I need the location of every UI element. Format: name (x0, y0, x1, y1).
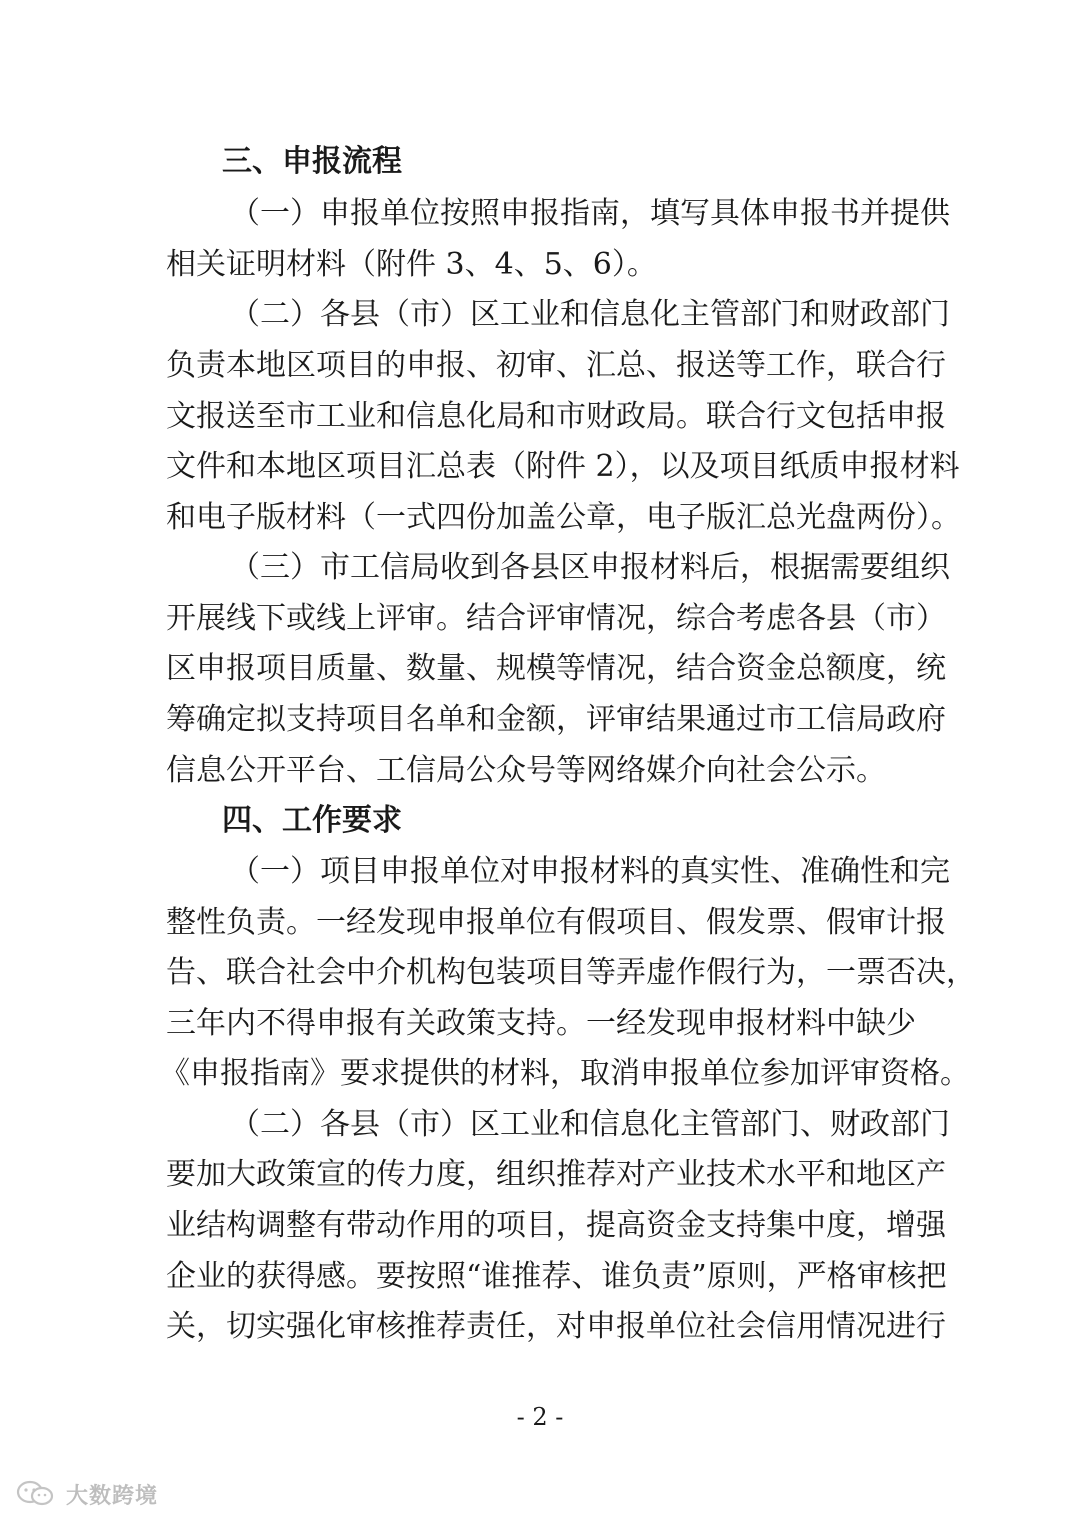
paragraph-line: 关，切实强化审核推荐责任，对申报单位社会信用情况进行 (166, 1309, 946, 1344)
paragraph-line: 整性负责。一经发现申报单位有假项目、假发票、假审计报 (166, 905, 946, 940)
paragraph-line: 开展线下或线上评审。结合评审情况，综合考虑各县（市） (166, 601, 946, 636)
paragraph-line: 告、联合社会中介机构包装项目等弄虚作假行为，一票否决， (166, 955, 976, 990)
paragraph-line: 《申报指南》要求提供的材料，取消申报单位参加评审资格。 (160, 1056, 970, 1091)
paragraph-line: 筹确定拟支持项目名单和金额，评审结果通过市工信局政府 (166, 702, 946, 737)
section-heading: 三、申报流程 (222, 144, 402, 179)
paragraph-line: 负责本地区项目的申报、初审、汇总、报送等工作，联合行 (166, 348, 946, 383)
watermark-text: 大数跨境 (66, 1483, 159, 1509)
watermark (16, 1477, 158, 1511)
page-number: - 2 - (516, 1403, 564, 1431)
paragraph-line: （一）项目申报单位对申报材料的真实性、准确性和完 (230, 854, 950, 889)
section-heading: 四、工作要求 (222, 803, 402, 838)
paragraph-line: （三）市工信局收到各县区申报材料后，根据需要组织 (230, 550, 950, 585)
paragraph-line: （一）申报单位按照申报指南，填写具体申报书并提供 (230, 196, 950, 231)
paragraph-line: （二）各县（市）区工业和信息化主管部门和财政部门 (230, 297, 950, 332)
wechat-logo-icon (16, 1479, 56, 1509)
paragraph-line: 相关证明材料（附件 3、4、5、6）。 (166, 247, 657, 282)
paragraph-line: 企业的获得感。要按照“谁推荐、谁负责”原则，严格审核把 (166, 1259, 947, 1294)
paragraph-line: 要加大政策宣的传力度，组织推荐对产业技术水平和地区产 (166, 1157, 946, 1192)
paragraph-line: （二）各县（市）区工业和信息化主管部门、财政部门 (230, 1107, 950, 1142)
paragraph-line: 三年内不得申报有关政策支持。一经发现申报材料中缺少 (166, 1006, 916, 1041)
paragraph-line: 和电子版材料（一式四份加盖公章，电子版汇总光盘两份）。 (166, 500, 961, 535)
paragraph-line: 信息公开平台、工信局公众号等网络媒介向社会公示。 (166, 753, 886, 788)
paragraph-line: 文报送至市工业和信息化局和市财政局。联合行文包括申报 (166, 399, 946, 434)
paragraph-line: 业结构调整有带动作用的项目，提高资金支持集中度，增强 (166, 1208, 946, 1243)
paragraph-line: 区申报项目质量、数量、规模等情况，结合资金总额度，统 (166, 651, 946, 686)
paragraph-line: 文件和本地区项目汇总表（附件 2），以及项目纸质申报材料 (166, 449, 960, 484)
